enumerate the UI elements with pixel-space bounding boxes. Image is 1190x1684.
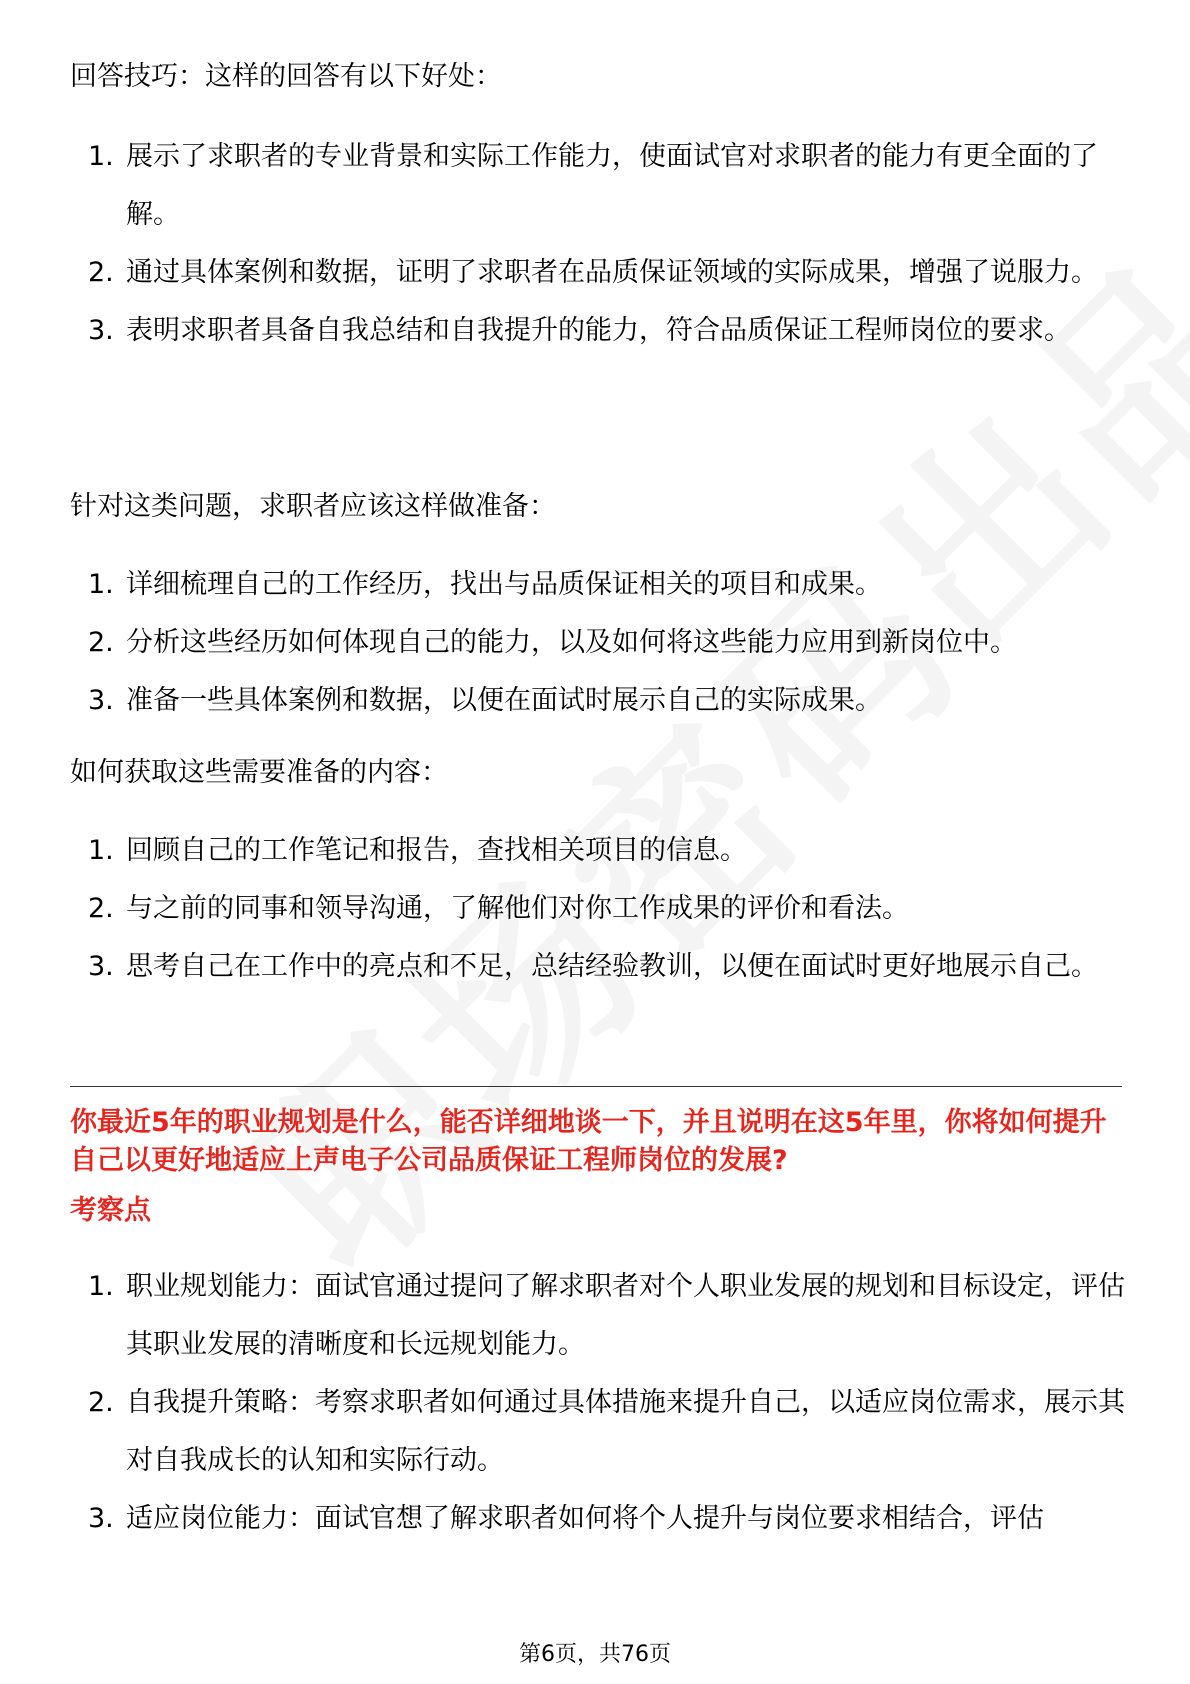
list-item xyxy=(70,880,1130,938)
list-item xyxy=(70,556,1130,614)
list-item-text: 展示了求职者的专业背景和实际工作能力，使面试官对求职者的能力有更全面的了解。 xyxy=(126,141,1098,230)
list-item-number: 3. xyxy=(88,315,114,346)
list-item-number: 1. xyxy=(88,1271,114,1302)
list-item-text: 详细梳理自己的工作经历，找出与品质保证相关的项目和成果。 xyxy=(126,569,882,600)
list-item-number: 2. xyxy=(88,627,114,658)
list-item xyxy=(70,672,1130,730)
list-item xyxy=(70,128,1130,244)
list-item-text: 回顾自己的工作笔记和报告，查找相关项目的信息。 xyxy=(126,835,747,866)
list-item xyxy=(70,938,1130,996)
list-item xyxy=(70,302,1130,360)
list-item-text: 通过具体案例和数据，证明了求职者在品质保证领域的实际成果，增强了说服力。 xyxy=(126,257,1098,288)
answer-tips-list xyxy=(70,128,1130,360)
list-item-text: 分析这些经历如何体现自己的能力，以及如何将这些能力应用到新岗位中。 xyxy=(126,627,1017,658)
list-item-number: 3. xyxy=(88,685,114,716)
list-item xyxy=(70,614,1130,672)
sources-heading: 如何获取这些需要准备的内容： xyxy=(70,757,448,788)
assessment-list xyxy=(70,1258,1130,1548)
list-item-number: 3. xyxy=(88,951,114,982)
list-item-text: 适应岗位能力：面试官想了解求职者如何将个人提升与岗位要求相结合，评估 xyxy=(126,1503,1044,1534)
preparation-list xyxy=(70,556,1130,730)
list-item-text: 表明求职者具备自我总结和自我提升的能力，符合品质保证工程师岗位的要求。 xyxy=(126,315,1071,346)
list-item-text: 自我提升策略：考察求职者如何通过具体措施来提升自己，以适应岗位需求，展示其对自我成长的认知和实际行动。 xyxy=(126,1387,1125,1476)
list-item-number: 2. xyxy=(88,257,114,288)
list-item-number: 1. xyxy=(88,141,114,172)
list-item-number: 2. xyxy=(88,1387,114,1418)
list-item-text: 思考自己在工作中的亮点和不足，总结经验教训，以便在面试时更好地展示自己。 xyxy=(126,951,1098,982)
assessment-heading: 考察点 xyxy=(70,1195,151,1226)
list-item-number: 2. xyxy=(88,893,114,924)
list-item xyxy=(70,822,1130,880)
preparation-heading: 针对这类问题，求职者应该这样做准备： xyxy=(70,491,556,522)
list-item xyxy=(70,244,1130,302)
list-item-text: 职业规划能力：面试官通过提问了解求职者对个人职业发展的规划和目标设定，评估其职业发展的清晰度和长远规划能力。 xyxy=(126,1271,1125,1360)
list-item xyxy=(70,1258,1130,1374)
list-item-number: 1. xyxy=(88,835,114,866)
sources-list xyxy=(70,822,1130,996)
interview-question: 你最近5年的职业规划是什么，能否详细地谈一下，并且说明在这5年里，你将如何提升自己以更好地适应上声电子公司品质保证工程师岗位的发展? xyxy=(70,1107,1107,1176)
answer-tips-heading: 回答技巧：这样的回答有以下好处： xyxy=(70,61,502,92)
page-number: 第6页，共76页 xyxy=(519,1642,671,1667)
list-item-number: 3. xyxy=(88,1503,114,1534)
list-item-number: 1. xyxy=(88,569,114,600)
list-item xyxy=(70,1374,1130,1490)
list-item-text: 准备一些具体案例和数据，以便在面试时展示自己的实际成果。 xyxy=(126,685,882,716)
list-item xyxy=(70,1490,1130,1548)
list-item-text: 与之前的同事和领导沟通，了解他们对你工作成果的评价和看法。 xyxy=(126,893,909,924)
section-divider xyxy=(70,1086,1122,1087)
